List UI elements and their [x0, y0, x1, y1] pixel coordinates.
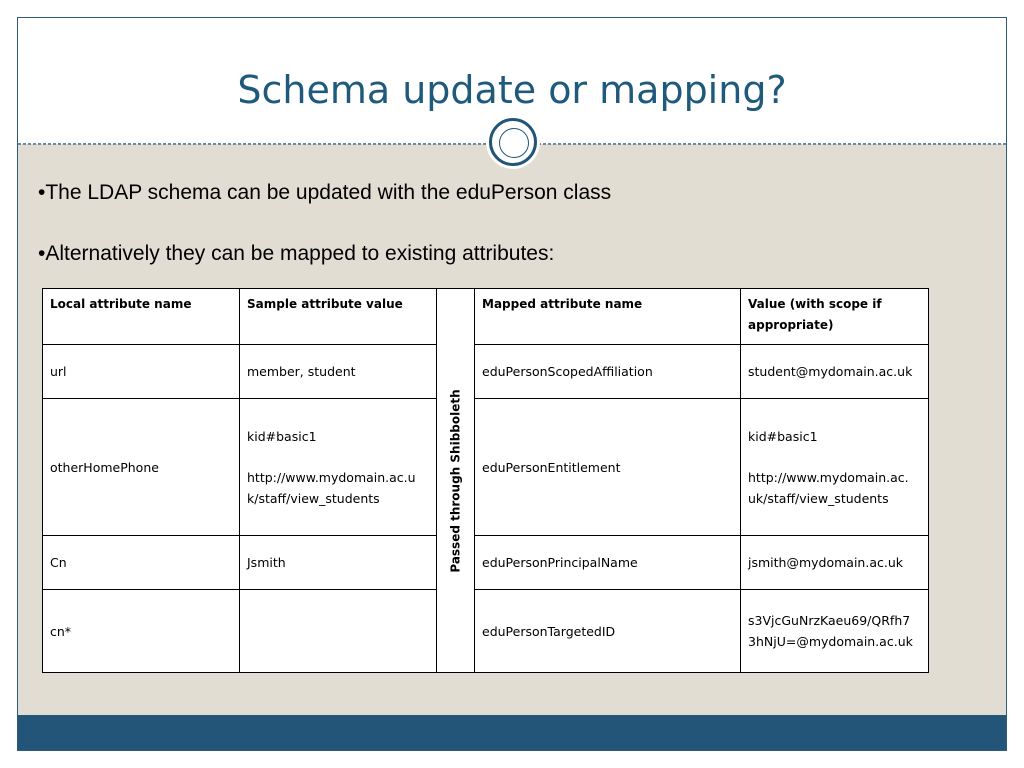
cell-line: jsmith@mydomain.ac.uk	[748, 555, 903, 570]
cell-mapped: eduPersonEntitlement	[475, 399, 741, 536]
ornament-inner-circle	[499, 128, 529, 158]
cell-spacer	[748, 447, 921, 467]
cell-mapped: eduPersonTargetedID	[475, 590, 741, 673]
cell-line: k/staff/view_students	[247, 490, 380, 506]
cell-value	[741, 590, 929, 673]
cell-line: 3hNjU=@mydomain.ac.uk	[748, 634, 913, 649]
table-row	[43, 590, 929, 673]
cell-sample	[240, 536, 437, 590]
header-local-attribute-name: Local attribute name	[43, 289, 240, 345]
side-label-passed-through-shibboleth: Passed through Shibboleth	[448, 388, 462, 573]
cell-sample	[240, 345, 437, 399]
attribute-mapping-table	[42, 288, 929, 673]
cell-local: url	[43, 345, 240, 399]
cell-line: Jsmith	[247, 555, 286, 570]
cell-local: Cn	[43, 536, 240, 590]
shibboleth-column	[437, 289, 475, 673]
header-mapped-attribute-name: Mapped attribute name	[475, 289, 741, 345]
cell-mapped: eduPersonPrincipalName	[475, 536, 741, 590]
table-row	[43, 345, 929, 399]
cell-mapped: eduPersonScopedAffiliation	[475, 345, 741, 399]
cell-local: otherHomePhone	[43, 399, 240, 536]
cell-value	[741, 399, 929, 536]
cell-line: member, student	[247, 364, 356, 379]
cell-line: student@mydomain.ac.uk	[748, 364, 913, 379]
slide-title: Schema update or mapping?	[237, 68, 787, 112]
cell-line: kid#basic1	[748, 428, 818, 444]
bullet-schema-update: •The LDAP schema can be updated with the eduPerson class	[38, 181, 612, 204]
ornament-ring	[489, 118, 537, 166]
cell-line: http://www.mydomain.ac.u	[247, 469, 416, 485]
header-value-with-scope: Value (with scope if appropriate)	[741, 289, 929, 345]
cell-spacer	[247, 447, 429, 467]
header-sample-attribute-value: Sample attribute value	[240, 289, 437, 345]
cell-sample	[240, 399, 437, 536]
cell-local: cn*	[43, 590, 240, 673]
cell-line: kid#basic1	[247, 428, 317, 444]
cell-line: uk/staff/view_students	[748, 490, 889, 506]
bullet-mapping: •Alternatively they can be mapped to existing attributes:	[38, 242, 555, 265]
cell-sample	[240, 590, 437, 673]
cell-line: s3VjcGuNrzKaeu69/QRfh7	[748, 613, 911, 628]
cell-value	[741, 345, 929, 399]
cell-value	[741, 536, 929, 590]
cell-line: http://www.mydomain.ac.	[748, 469, 909, 485]
table-row	[43, 399, 929, 536]
table-row	[43, 536, 929, 590]
footer-bar	[18, 715, 1006, 750]
table-header-row	[43, 289, 929, 345]
circle-ornament-icon	[486, 115, 540, 169]
